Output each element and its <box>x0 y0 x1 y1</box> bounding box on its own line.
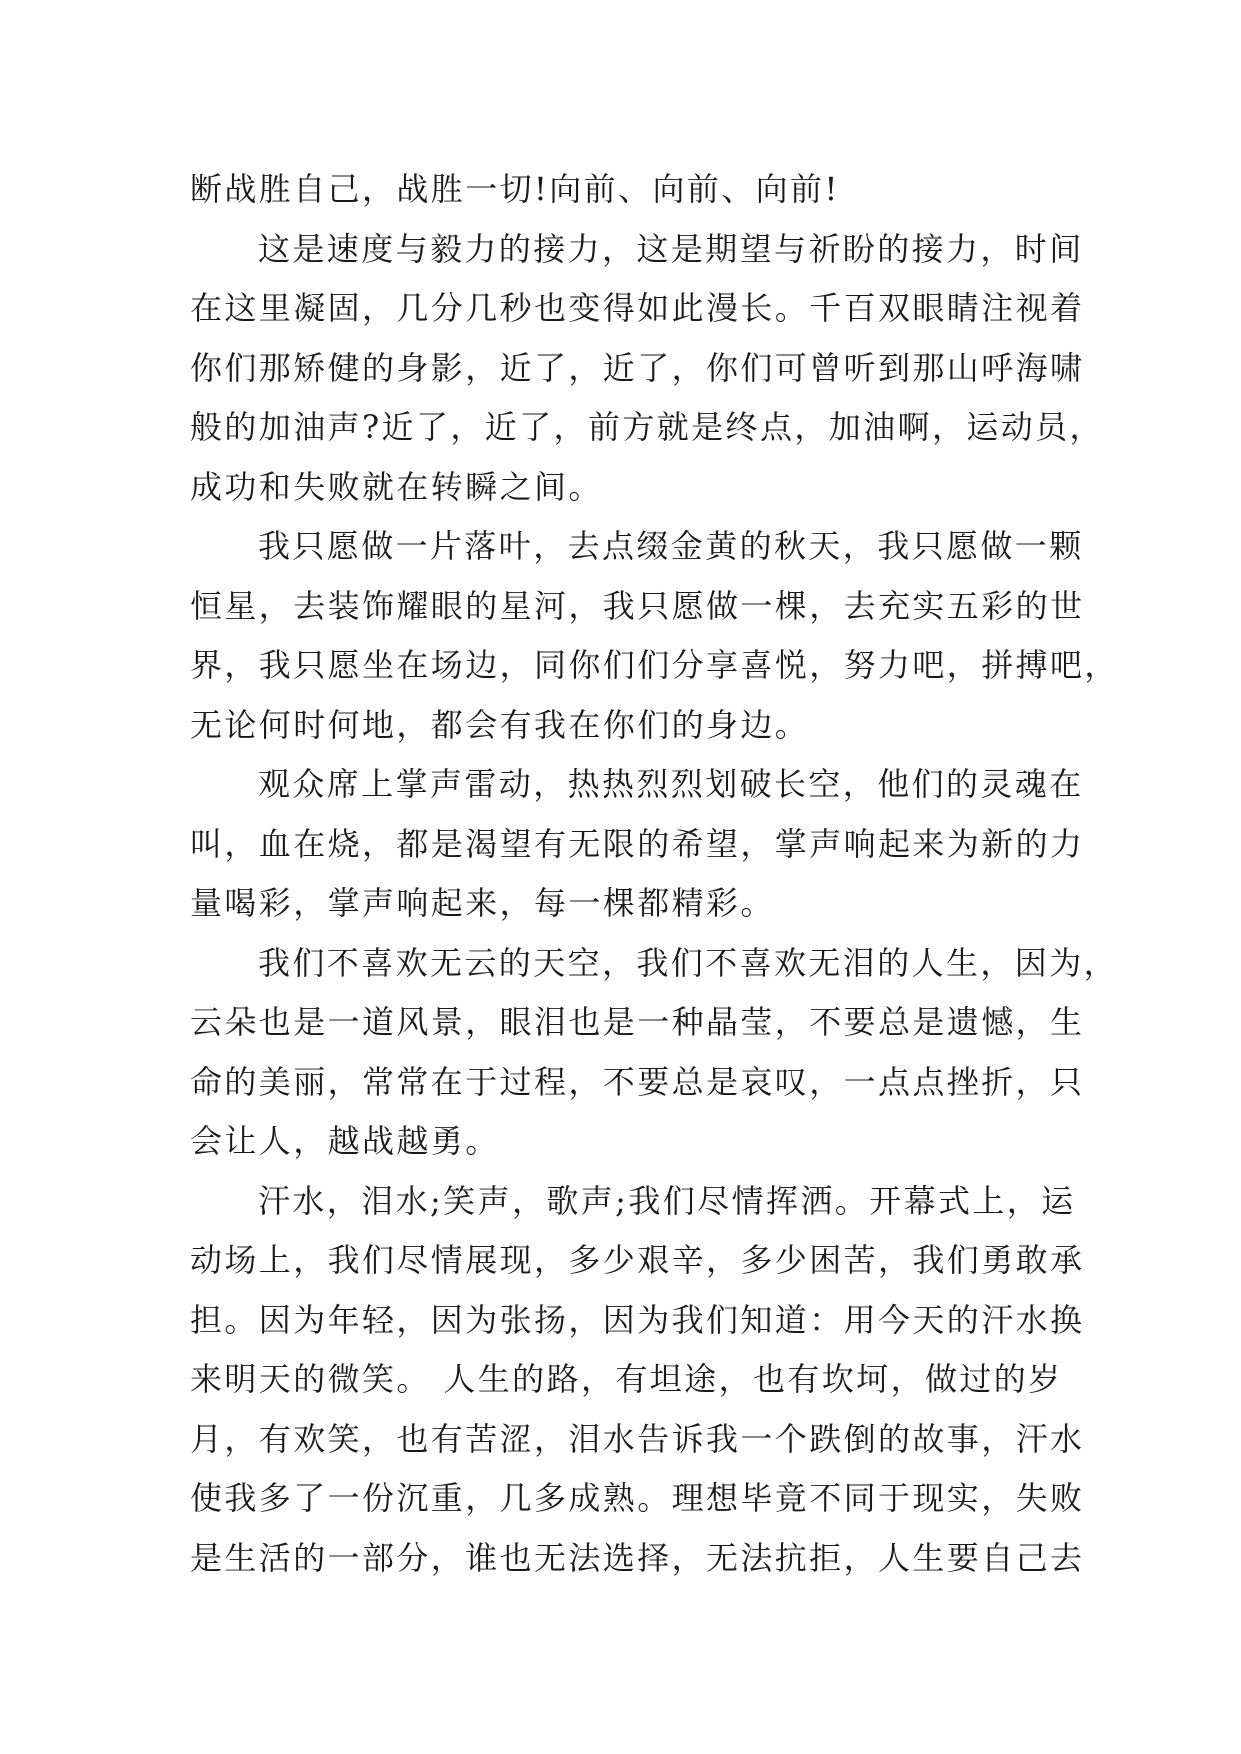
paragraph-first-line: 我只愿做一片落叶，去点缀金黄的秋天，我只愿做一颗 <box>258 527 1084 565</box>
text-line: 恒星，去装饰耀眼的星河，我只愿做一棵，去充实五彩的世 <box>190 586 1085 625</box>
text-line: 量喝彩，掌声响起来，每一棵都精彩。 <box>190 884 775 922</box>
text-line: 会让人，越战越勇。 <box>190 1122 500 1160</box>
text-line: 般的加油声?近了，近了，前方就是终点，加油啊，运动员， <box>190 408 1104 446</box>
text-line: 你们那矫健的身影，近了，近了，你们可曾听到那山呼海啸 <box>190 348 1085 387</box>
text-line: 叫，血在烧，都是渴望有无限的希望，掌声响起来为新的力 <box>190 824 1085 863</box>
paragraph-first-line: 这是速度与毅力的接力，这是期望与祈盼的接力，时间 <box>258 229 1084 268</box>
paragraph-first-line: 观众席上掌声雷动，热热烈烈划破长空，他们的灵魂在 <box>258 765 1084 803</box>
text-line: 云朵也是一道风景，眼泪也是一种晶莹，不要总是遗憾，生 <box>190 1003 1085 1041</box>
body-text <box>190 160 1119 1588</box>
text-line: 是生活的一部分，谁也无法选择，无法抗拒，人生要自己去 <box>190 1538 1085 1577</box>
paragraph-first-line: 汗水，泪水;笑声，歌声;我们尽情挥洒。开幕式上，运 <box>258 1181 1076 1220</box>
text-line: 断战胜自己，战胜一切!向前、向前、向前! <box>190 170 840 208</box>
text-line: 动场上，我们尽情展现，多少艰辛，多少困苦，我们勇敢承 <box>190 1241 1085 1279</box>
text-line: 界，我只愿坐在场边，同你们们分享喜悦，努力吧，拼搏吧， <box>190 646 1119 684</box>
text-line: 无论何时何地，都会有我在你们的身边。 <box>190 705 810 744</box>
text-line: 来明天的微笑。 人生的路，有坦途，也有坎坷，做过的岁 <box>190 1360 1063 1398</box>
text-line: 担。因为年轻，因为张扬，因为我们知道：用今天的汗水换 <box>190 1300 1085 1339</box>
text-line: 成功和失败就在转瞬之间。 <box>190 467 603 506</box>
text-line: 在这里凝固，几分几秒也变得如此漫长。千百双眼睛注视着 <box>190 289 1085 327</box>
text-line: 命的美丽，常常在于过程，不要总是哀叹，一点点挫折，只 <box>190 1062 1085 1101</box>
text-line: 使我多了一份沉重，几多成熟。理想毕竟不同于现实，失败 <box>190 1479 1085 1517</box>
paragraph-first-line: 我们不喜欢无云的天空，我们不喜欢无泪的人生，因为， <box>258 943 1119 982</box>
text-line: 月，有欢笑，也有苦涩，泪水告诉我一个跌倒的故事，汗水 <box>190 1419 1085 1458</box>
